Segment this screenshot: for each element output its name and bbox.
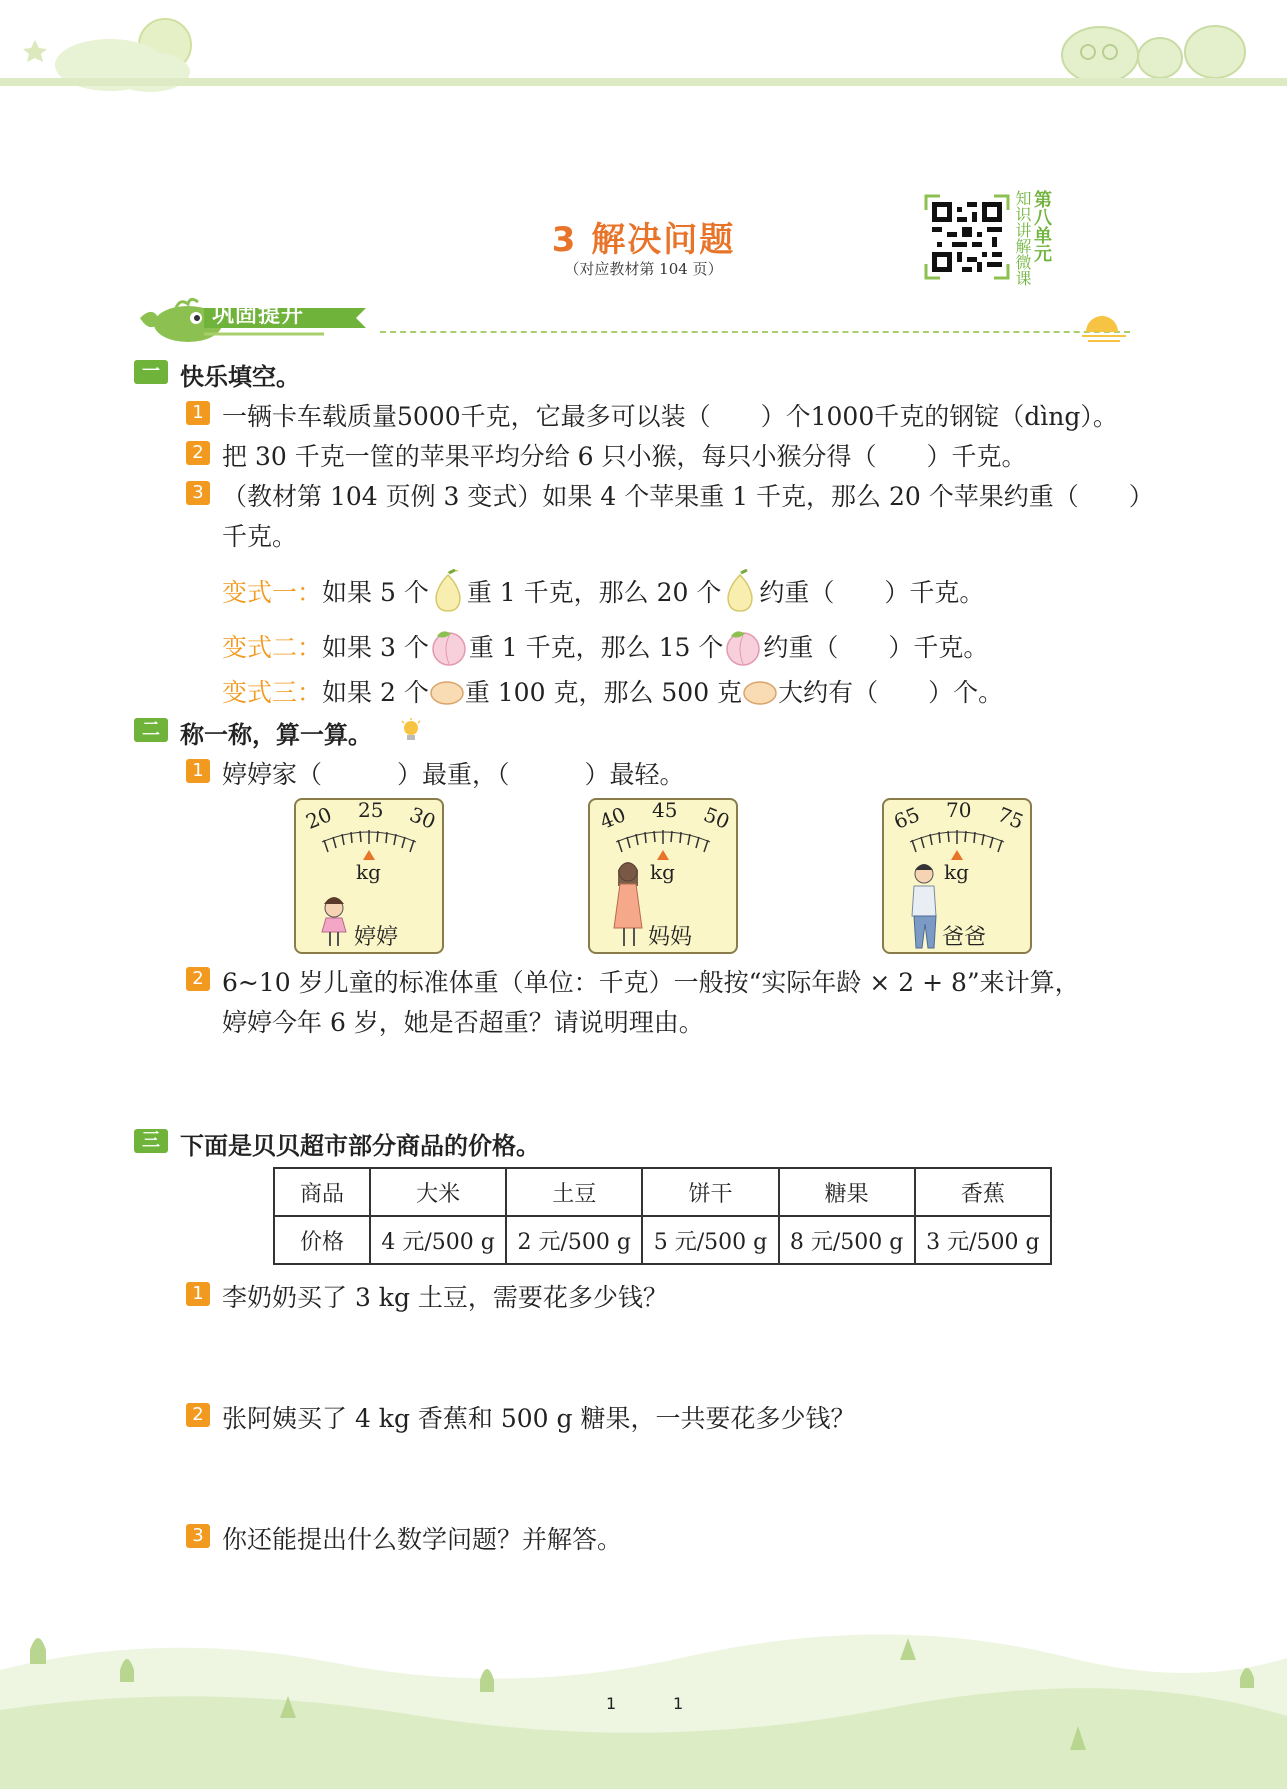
variation3-label: 变式三：: [222, 678, 323, 707]
unit-label-col1: 知识讲解微课: [1013, 190, 1032, 286]
section2-title: 称一称，算一算。: [180, 721, 372, 749]
tick-label: 70: [946, 798, 972, 822]
tick-label: 50: [700, 802, 734, 834]
variation3-part-c: 大约有（ ）个。: [778, 678, 1004, 707]
s1-variation3: [222, 673, 1003, 709]
egg-icon: [429, 680, 465, 706]
section3-marker: 三: [134, 1129, 168, 1153]
page-title: 3 解决问题: [551, 220, 736, 260]
table-cell: 2 元/500 g: [506, 1216, 642, 1264]
s1-q3-text-line2: 千克。: [222, 522, 298, 551]
peach-icon: [429, 626, 469, 668]
person-name: 婷婷: [354, 925, 399, 950]
table-cell: 商品: [274, 1168, 370, 1216]
header-band: [0, 78, 1287, 86]
animal-faces-icon: [1062, 26, 1245, 83]
tick-label: 75: [994, 802, 1028, 834]
table-cell: 8 元/500 g: [779, 1216, 915, 1264]
s1-q2-number: 2: [186, 441, 210, 465]
s3-q1-text: 李奶奶买了 3 kg 土豆，需要花多少钱？: [222, 1283, 668, 1312]
s1-q3-number: 3: [186, 481, 210, 505]
variation2-part-b: 重 1 千克，那么 15 个: [468, 633, 724, 662]
variation3-part-b: 重 100 克，那么 500 克: [464, 678, 743, 707]
section1-marker: 一: [134, 360, 168, 384]
variation3-part-a: 如果 2 个: [322, 678, 429, 707]
s2-q1-number: 1: [186, 759, 210, 783]
section1-title: 快乐填空。: [180, 363, 300, 391]
s3-q2-text: 张阿姨买了 4 kg 香蕉和 500 g 糖果，一共要花多少钱？: [222, 1404, 856, 1433]
s2-q2-number: 2: [186, 967, 210, 991]
table-cell: 土豆: [506, 1168, 642, 1216]
unit-label-kg: kg: [944, 860, 969, 884]
pear-icon: [429, 569, 467, 613]
table-row: [274, 1216, 1051, 1264]
tick-label: 65: [890, 802, 924, 834]
sunset-icon: [1080, 306, 1130, 346]
girl-figure-icon: [322, 897, 346, 946]
unit-label: [1012, 190, 1052, 286]
s1-variation2: [222, 626, 988, 668]
section3-title: 下面是贝贝超市部分商品的价格。: [180, 1132, 540, 1160]
variation1-part-a: 如果 5 个: [322, 578, 429, 607]
table-cell: 3 元/500 g: [915, 1216, 1051, 1264]
badge-divider: [380, 331, 1130, 333]
tick-label: 25: [358, 798, 384, 822]
s1-q1-text: 一辆卡车载质量5000千克，它最多可以装（ ）个1000千克的钢锭（dìng）。: [222, 402, 1118, 431]
variation2-part-a: 如果 3 个: [322, 633, 429, 662]
table-cell: 价格: [274, 1216, 370, 1264]
s1-q2-text: 把 30 千克一筐的苹果平均分给 6 只小猴，每只小猴分得（ ）千克。: [222, 442, 1027, 471]
unit-label-col2: 第八单元: [1031, 190, 1052, 262]
father-figure-icon: [912, 864, 936, 948]
unit-label-kg: kg: [650, 860, 675, 884]
table-header-row: [274, 1168, 1051, 1216]
table-cell: 香蕉: [915, 1168, 1051, 1216]
variation1-part-b: 重 1 千克，那么 20 个: [466, 578, 722, 607]
tick-label: 40: [596, 802, 630, 834]
section2-marker: 二: [134, 718, 168, 742]
s1-q1-number: 1: [186, 401, 210, 425]
table-cell: 饼干: [642, 1168, 778, 1216]
footer-hills-decoration: [0, 1600, 1287, 1789]
price-table: [273, 1167, 1052, 1265]
scale-tingting: [294, 798, 444, 954]
page-subtitle: （对应教材第 104 页）: [564, 260, 723, 278]
variation1-part-c: 约重（ ）千克。: [759, 578, 985, 607]
s1-variation1: [222, 569, 984, 613]
s2-q2-text-line2: 婷婷今年 6 岁，她是否超重？请说明理由。: [222, 1008, 704, 1037]
lightbulb-icon: [400, 718, 422, 744]
table-cell: 糖果: [779, 1168, 915, 1216]
page-number-left: 1: [606, 1694, 617, 1713]
s2-q1-text: 婷婷家（ ）最重，（ ）最轻。: [222, 760, 685, 789]
s3-q3-number: 3: [186, 1524, 210, 1548]
variation2-label: 变式二：: [222, 633, 323, 662]
s2-q2-text-line1: 6~10 岁儿童的标准体重（单位：千克）一般按“实际年龄 × 2 + 8”来计算，: [222, 968, 1080, 997]
tick-label: 20: [302, 802, 336, 834]
page-number-right: 1: [673, 1694, 684, 1713]
s3-q2-number: 2: [186, 1403, 210, 1427]
egg-icon: [742, 680, 778, 706]
table-cell: 5 元/500 g: [642, 1216, 778, 1264]
pear-icon: [721, 569, 759, 613]
variation1-label: 变式一：: [222, 578, 323, 607]
s3-q1-number: 1: [186, 1282, 210, 1306]
s1-q3-text-line1: （教材第 104 页例 3 变式）如果 4 个苹果重 1 千克，那么 20 个苹果约重（ ）: [222, 482, 1154, 511]
scale-baba: [882, 798, 1032, 954]
unit-label-kg: kg: [356, 860, 381, 884]
tick-label: 45: [652, 798, 678, 822]
person-name: 妈妈: [648, 925, 693, 950]
table-cell: 4 元/500 g: [370, 1216, 506, 1264]
badge-label: 巩固提升: [212, 303, 305, 328]
peach-icon: [723, 626, 763, 668]
s3-q3-text: 你还能提出什么数学问题？并解答。: [222, 1525, 623, 1554]
person-name: 爸爸: [942, 925, 987, 950]
qr-code-icon[interactable]: [932, 202, 1002, 272]
tick-label: 30: [406, 802, 440, 834]
table-cell: 大米: [370, 1168, 506, 1216]
scale-mama: [588, 798, 738, 954]
mother-figure-icon: [614, 862, 642, 946]
variation2-part-c: 约重（ ）千克。: [763, 633, 989, 662]
